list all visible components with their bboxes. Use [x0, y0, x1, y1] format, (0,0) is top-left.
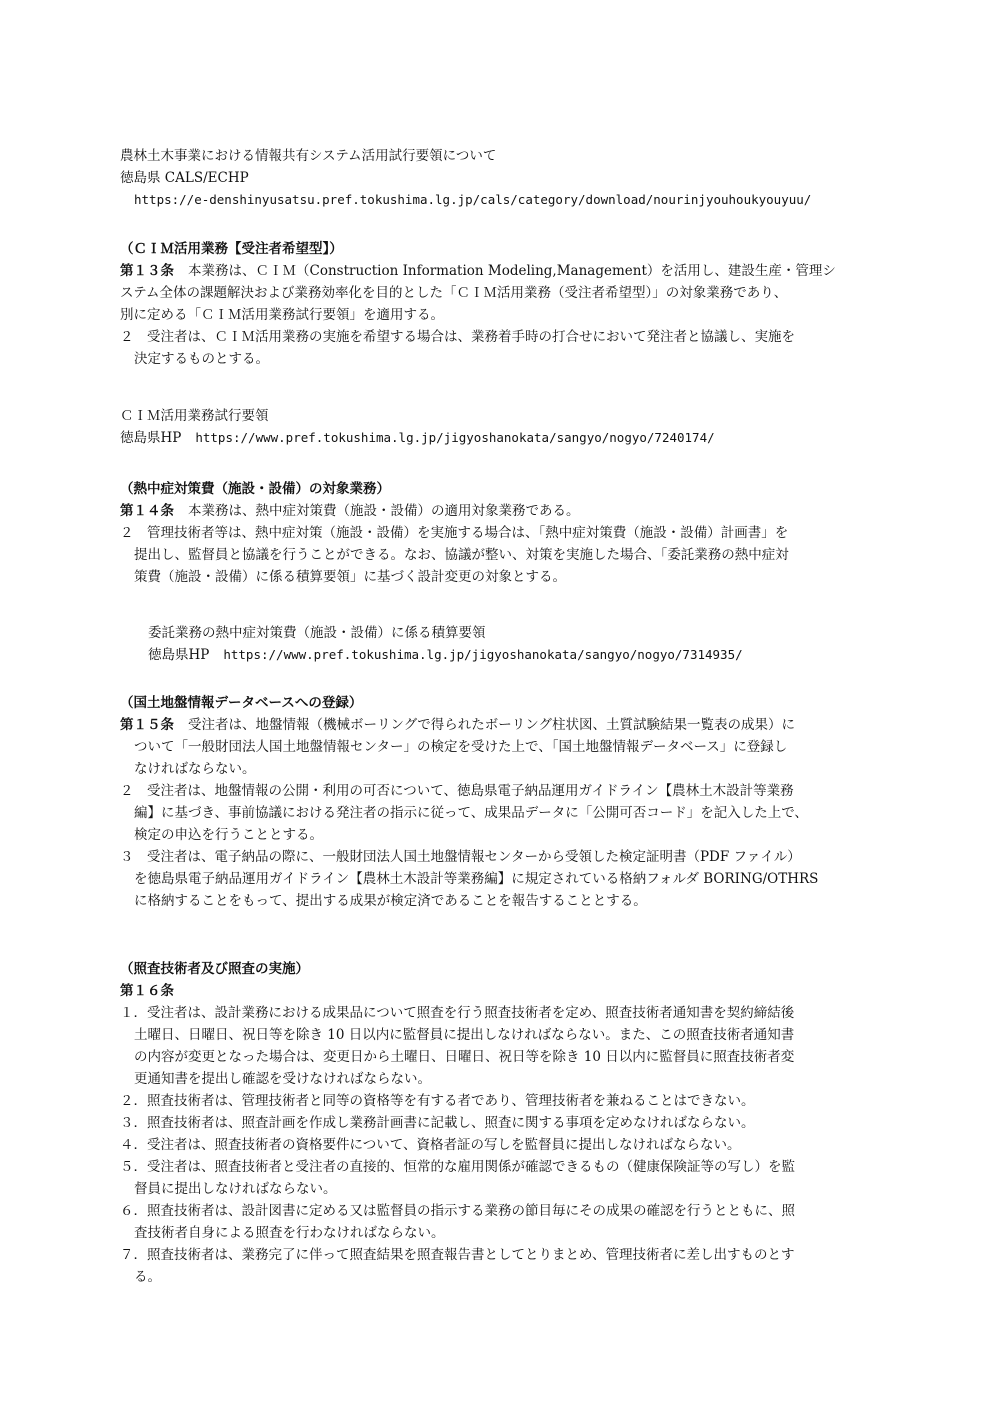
article-14-label: 第１４条 [120, 503, 174, 519]
article-15-heading: （国土地盤情報データベースへの登録） [120, 695, 363, 711]
article-14-ref-url[interactable]: https://www.pref.tokushima.lg.jp/jigyoshanokata/sangyo/nogyo/7314935/ [223, 647, 743, 662]
article-16-item-1-line-3: の内容が変更となった場合は、変更日から土曜日、日曜日、祝日等を除き 10 日以内に監督員に照査技術者変 [134, 1049, 795, 1065]
article-13-label: 第１３条 [120, 263, 174, 279]
article-13-line-3: 別に定める「ＣＩＭ活用業務試行要領」を適用する。 [120, 307, 444, 323]
article-16-item-7-line-1: ７．照査技術者は、業務完了に伴って照査結果を照査報告書としてとりまとめ、管理技術者に差し出すものとす [120, 1247, 795, 1263]
article-15-line-3: なければならない。 [134, 761, 256, 777]
article-16-item-3: ３．照査技術者は、照査計画を作成し業務計画書に記載し、照査に関する事項を定めなければならない。 [120, 1115, 755, 1131]
article-14-para-2-line-1: ２ 管理技術者等は、熱中症対策（施設・設備）を実施する場合は、「熱中症対策費（施設・設備）計画書」を [120, 525, 789, 541]
article-15-para-2-line-3: 検定の申込を行うこととする。 [134, 827, 323, 843]
article-14-reference [148, 622, 928, 666]
article-16-item-7-line-2: る。 [134, 1269, 161, 1285]
article-15-line-2: ついて「一般財団法人国土地盤情報センター」の検定を受けた上で、「国土地盤情報データベース」に登録し [134, 739, 788, 755]
article-14-line-1: 本業務は、熱中症対策費（施設・設備）の適用対象業務である。 [188, 503, 580, 519]
article-16-item-1-line-1: １．受注者は、設計業務における成果品について照査を行う照査技術者を定め、照査技術者通知書を契約締結後 [120, 1005, 795, 1021]
article-13-ref-site: 徳島県HP [120, 430, 182, 446]
article-16-item-5-line-2: 督員に提出しなければならない。 [134, 1181, 337, 1197]
article-16-item-4: ４．受注者は、照査技術者の資格要件について、資格者証の写しを監督員に提出しなければならない。 [120, 1137, 741, 1153]
article-16-label: 第１６条 [120, 983, 174, 999]
article-16-item-6-line-1: ６．照査技術者は、設計図書に定める又は監督員の指示する業務の節目毎にその成果の確認を行うとともに、照 [120, 1203, 795, 1219]
intro-site: 徳島県 CALS/ECHP [120, 170, 249, 186]
article-15-para-2-line-1: ２ 受注者は、地盤情報の公開・利用の可否について、徳島県電子納品運用ガイドライン【農林土木設計等業務 [120, 783, 794, 799]
article-14-ref-title: 委託業務の熱中症対策費（施設・設備）に係る積算要領 [148, 625, 486, 641]
article-16-item-6-line-2: 査技術者自身による照査を行わなければならない。 [134, 1225, 445, 1241]
article-13-para-2-line-1: ２ 受注者は、ＣＩＭ活用業務の実施を希望する場合は、業務着手時の打合せにおいて発注者と協議し、実施を [120, 329, 795, 345]
article-16-item-5-line-1: ５．受注者は、照査技術者と受注者の直接的、恒常的な雇用関係が確認できるもの（健康保険証等の写し）を監 [120, 1159, 795, 1175]
article-16 [120, 958, 900, 1288]
article-15-para-3-line-2: を徳島県電子納品運用ガイドライン【農林土木設計等業務編】に規定されている格納フォルダ BORING/OTHRS [134, 871, 819, 887]
article-13-reference [120, 405, 900, 449]
article-15-para-3-line-1: ３ 受注者は、電子納品の際に、一般財団法人国土地盤情報センターから受領した検定証明書（PDF ファイル） [120, 849, 801, 865]
article-15-para-2-line-2: 編】に基づき、事前協議における発注者の指示に従って、成果品データに「公開可否コード」を記入した上で、 [134, 805, 808, 821]
article-13-ref-title: ＣＩＭ活用業務試行要領 [120, 408, 269, 424]
article-15-label: 第１５条 [120, 717, 174, 733]
intro-url[interactable]: https://e-denshinyusatsu.pref.tokushima.lg.jp/cals/category/download/nourinjyouhoukyouyuu/ [134, 192, 812, 207]
article-14-para-2-line-3: 策費（施設・設備）に係る積算要領」に基づく設計変更の対象とする。 [134, 569, 566, 585]
intro-title: 農林土木事業における情報共有システム活用試行要領について [120, 148, 497, 164]
article-13-para-2-line-2: 決定するものとする。 [134, 351, 269, 367]
article-15 [120, 692, 900, 912]
article-13-line-1: 本業務は、ＣＩＭ（Construction Information Modeling,Management）を活用し、建設生産・管理シ [188, 263, 836, 279]
article-16-item-1-line-4: 更通知書を提出し確認を受けなければならない。 [134, 1071, 431, 1087]
article-16-heading: （照査技術者及び照査の実施） [120, 961, 309, 977]
article-14 [120, 478, 900, 588]
article-14-ref-site: 徳島県HP [148, 647, 210, 663]
article-14-para-2-line-2: 提出し、監督員と協議を行うことができる。なお、協議が整い、対策を実施した場合、「委託業務の熱中症対 [134, 547, 789, 563]
intro-section [120, 145, 900, 211]
article-13-ref-url[interactable]: https://www.pref.tokushima.lg.jp/jigyoshanokata/sangyo/nogyo/7240174/ [195, 430, 715, 445]
article-16-item-1-line-2: 土曜日、日曜日、祝日等を除き 10 日以内に監督員に提出しなければならない。また、この照査技術者通知書 [134, 1027, 795, 1043]
article-13-heading: （ＣＩＭ活用業務【受注者希望型】） [120, 241, 343, 257]
article-13 [120, 238, 900, 370]
article-14-heading: （熱中症対策費（施設・設備）の対象業務） [120, 481, 390, 497]
article-16-item-2: ２．照査技術者は、管理技術者と同等の資格等を有する者であり、管理技術者を兼ねることはできない。 [120, 1093, 755, 1109]
article-15-line-1: 受注者は、地盤情報（機械ボーリングで得られたボーリング柱状図、土質試験結果一覧表の成果）に [188, 717, 795, 733]
article-13-line-2: ステム全体の課題解決および業務効率化を目的とした「ＣＩＭ活用業務（受注者希望型）」の対象業務であり、 [120, 285, 788, 301]
article-15-para-3-line-3: に格納することをもって、提出する成果が検定済であることを報告することとする。 [134, 893, 647, 909]
